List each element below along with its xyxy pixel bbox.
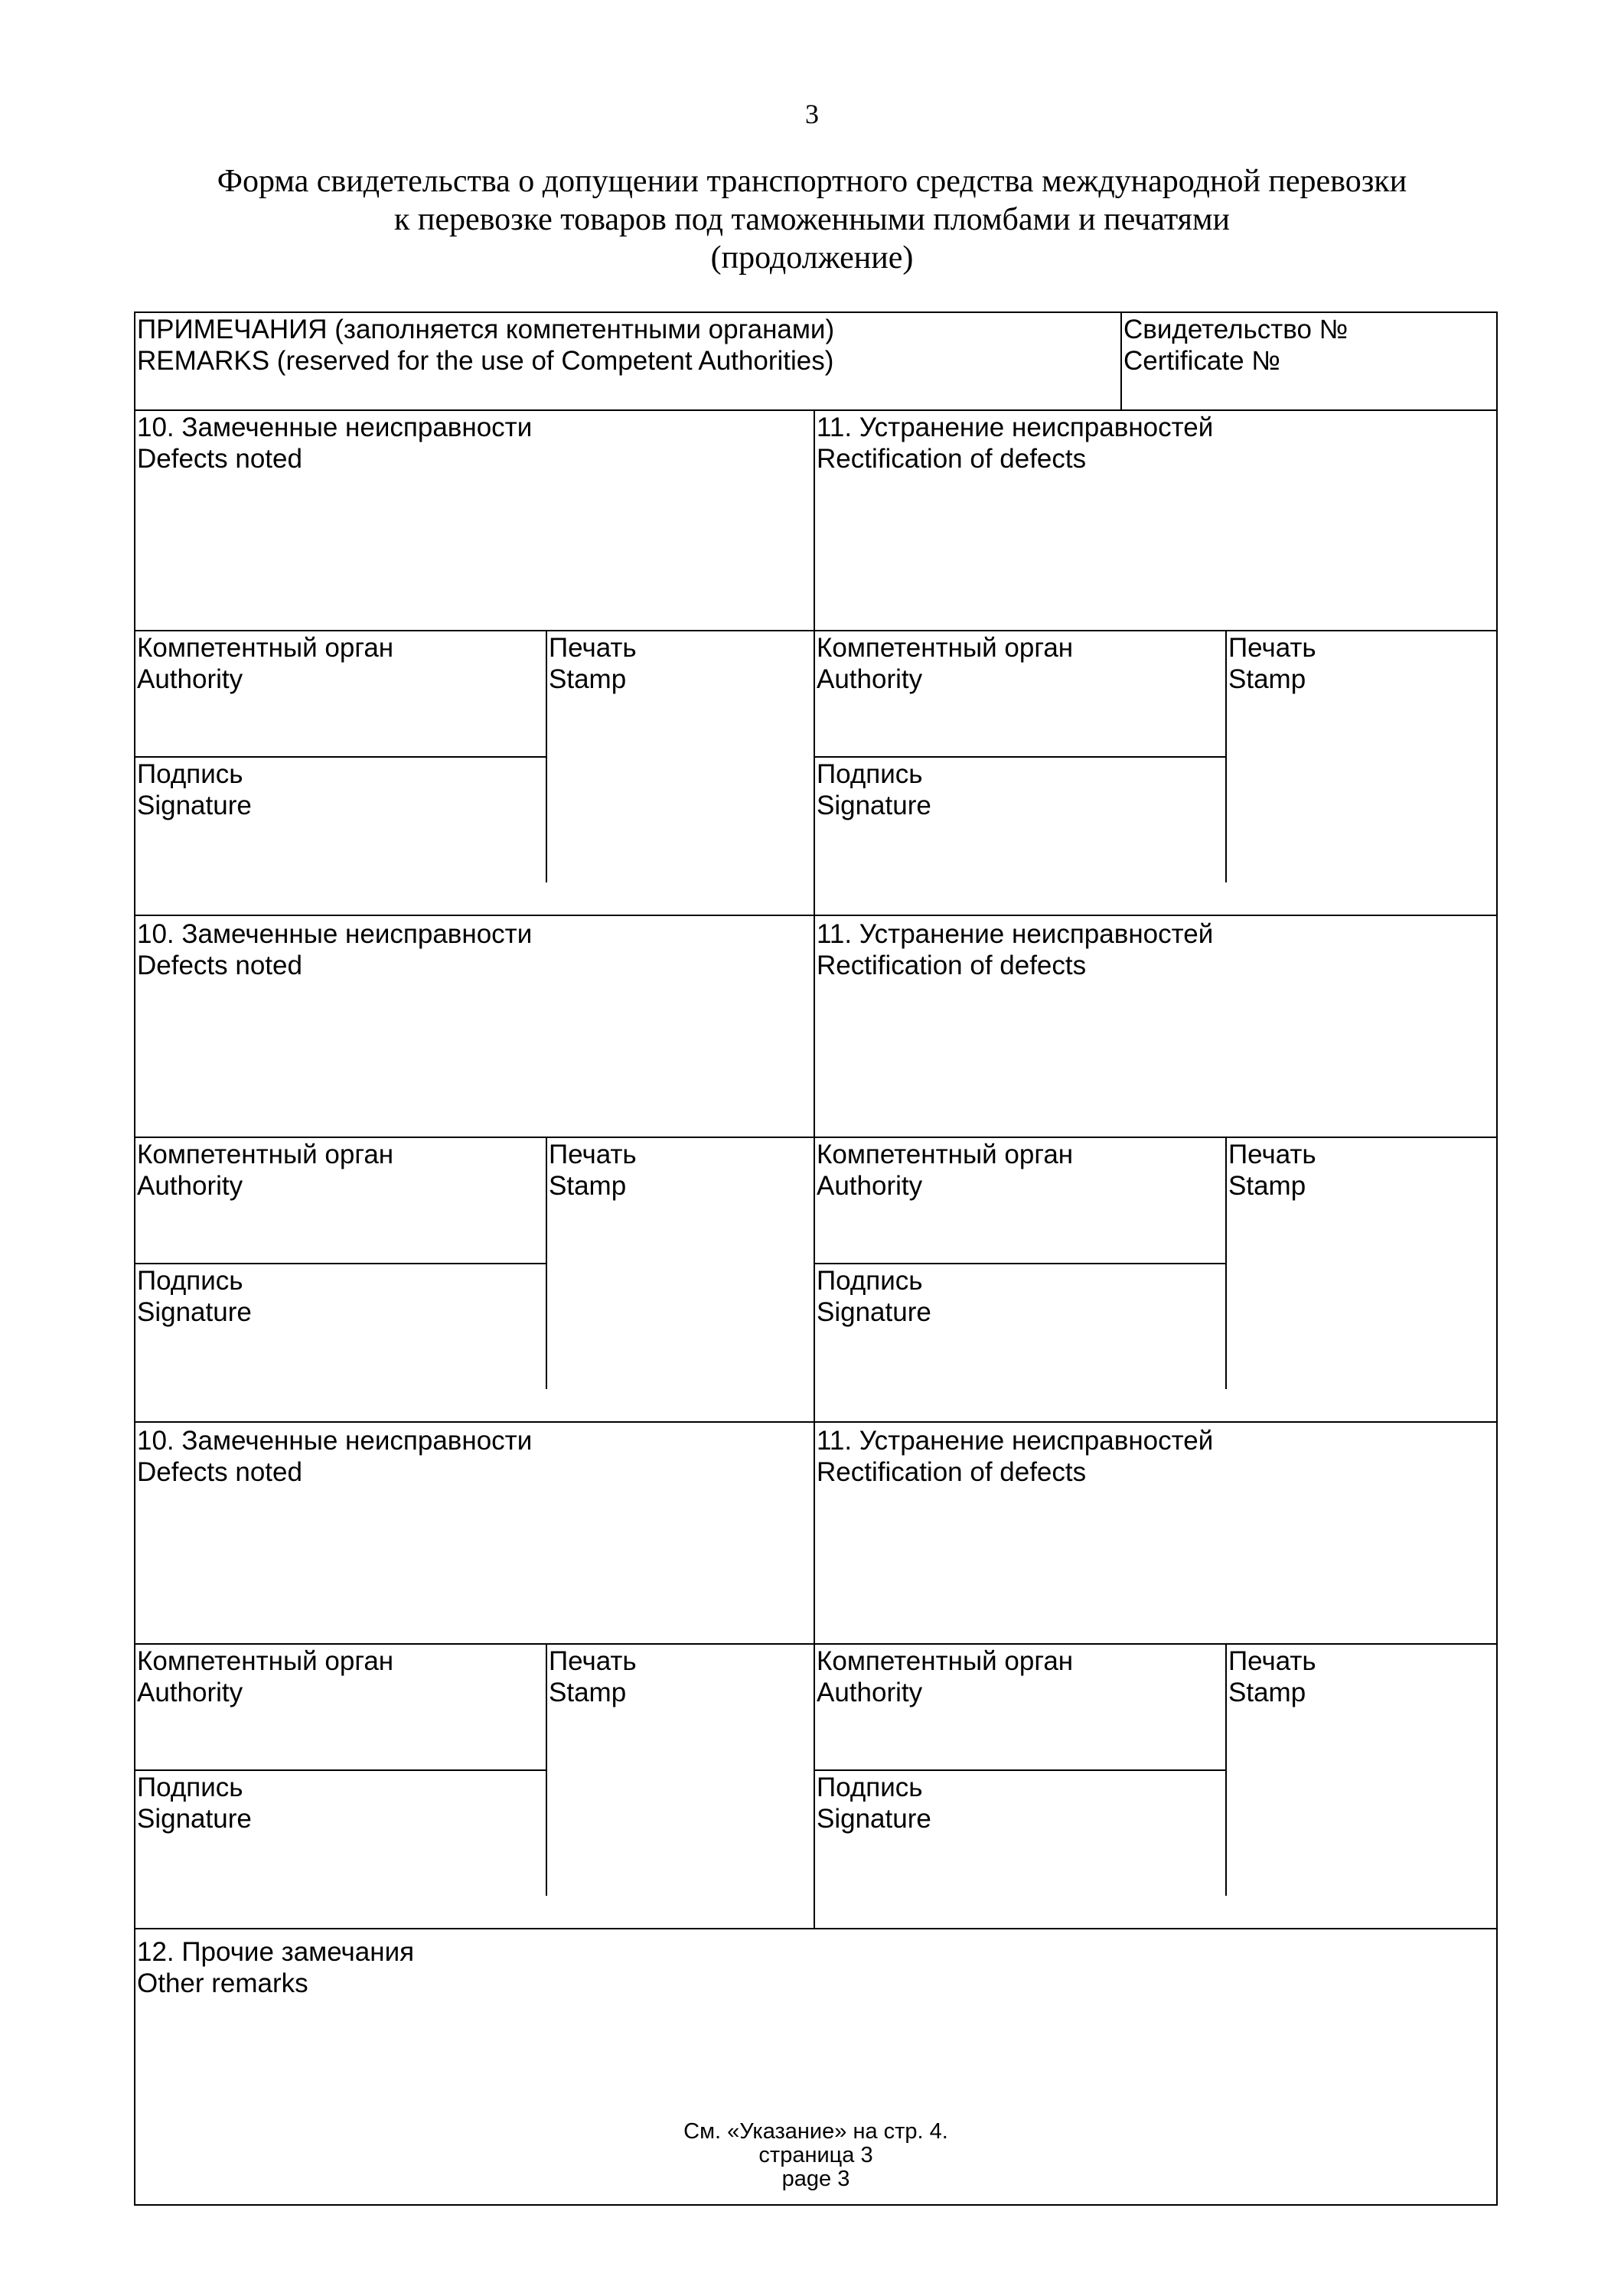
other-remarks-ru: 12. Прочие замечания	[137, 1937, 415, 1967]
block-bottom	[134, 1928, 1498, 1929]
block-bottom	[134, 1421, 1498, 1423]
right-stamp-en: Stamp	[1228, 1678, 1306, 1707]
left-authority-en: Authority	[137, 1678, 243, 1707]
defects-label-en: Defects noted	[137, 444, 302, 474]
left-signature-ru: Подпись	[137, 1266, 243, 1296]
block-defects-bottom	[134, 630, 1498, 631]
right-stamp-en: Stamp	[1228, 664, 1306, 694]
footer-page-ru: страница 3	[758, 2143, 873, 2167]
rectification-label-ru: 11. Устранение неисправностей	[817, 919, 1214, 949]
form-title-line-1: Форма свидетельства о допущении транспортного средства международной перевозки	[217, 164, 1407, 199]
remarks-en: REMARKS (reserved for the use of Competent Authorities)	[137, 346, 834, 376]
right-stamp-divider	[1225, 1643, 1227, 1896]
left-stamp-ru: Печать	[549, 1646, 637, 1676]
right-authority-ru: Компетентный орган	[817, 1140, 1074, 1169]
right-signature-divider	[814, 1263, 1225, 1264]
defects-label-en: Defects noted	[137, 951, 302, 980]
footer-note: См. «Указание» на стр. 4.	[683, 2119, 948, 2144]
right-authority-en: Authority	[817, 664, 923, 694]
left-stamp-divider	[546, 1643, 547, 1896]
left-authority-en: Authority	[137, 1171, 243, 1201]
right-stamp-ru: Печать	[1228, 1646, 1316, 1676]
block-middle-divider	[814, 1423, 815, 1929]
left-stamp-divider	[546, 630, 547, 882]
footer-page-en: page 3	[781, 2167, 850, 2191]
defects-label-ru: 10. Замеченные неисправности	[137, 413, 533, 442]
footer	[134, 2120, 1498, 2191]
right-signature-en: Signature	[817, 791, 931, 820]
right-signature-ru: Подпись	[817, 1266, 923, 1296]
right-authority-en: Authority	[817, 1678, 923, 1707]
left-signature-ru: Подпись	[137, 759, 243, 789]
left-authority-ru: Компетентный орган	[137, 1140, 394, 1169]
left-stamp-ru: Печать	[549, 1140, 637, 1169]
defects-label-en: Defects noted	[137, 1457, 302, 1487]
right-authority-en: Authority	[817, 1171, 923, 1201]
rectification-label-en: Rectification of defects	[817, 444, 1087, 474]
rectification-label-en: Rectification of defects	[817, 1457, 1087, 1487]
defects-label-ru: 10. Замеченные неисправности	[137, 919, 533, 949]
left-signature-divider	[134, 1769, 546, 1771]
right-signature-divider	[814, 756, 1225, 758]
remarks-ru: ПРИМЕЧАНИЯ (заполняется компетентными органами)	[137, 315, 835, 344]
right-stamp-en: Stamp	[1228, 1171, 1306, 1201]
right-authority-ru: Компетентный орган	[817, 1646, 1074, 1676]
page-number: 3	[805, 99, 819, 129]
rectification-label-en: Rectification of defects	[817, 951, 1087, 980]
certificate-divider	[1120, 311, 1122, 411]
left-stamp-en: Stamp	[549, 664, 627, 694]
block-defects-bottom	[134, 1643, 1498, 1645]
right-stamp-ru: Печать	[1228, 1140, 1316, 1169]
form-table	[134, 311, 1498, 2206]
certificate-ru: Свидетельство №	[1123, 315, 1348, 344]
left-authority-ru: Компетентный орган	[137, 633, 394, 663]
rectification-label-ru: 11. Устранение неисправностей	[817, 1426, 1214, 1456]
form-title-line-2: к перевозке товаров под таможенными пломбами и печатями	[393, 202, 1231, 237]
left-stamp-ru: Печать	[549, 633, 637, 663]
right-stamp-divider	[1225, 1137, 1227, 1389]
left-signature-ru: Подпись	[137, 1773, 243, 1802]
left-signature-en: Signature	[137, 1297, 252, 1327]
rectification-label-ru: 11. Устранение неисправностей	[817, 413, 1214, 442]
left-signature-en: Signature	[137, 1804, 252, 1834]
certificate-en: Certificate №	[1123, 346, 1280, 376]
other-remarks-en: Other remarks	[137, 1968, 308, 1998]
block-middle-divider	[814, 409, 815, 916]
left-stamp-en: Stamp	[549, 1678, 627, 1707]
left-authority-en: Authority	[137, 664, 243, 694]
right-signature-divider	[814, 1769, 1225, 1771]
form-title-line-3: (продолжение)	[710, 240, 914, 276]
block-defects-bottom	[134, 1137, 1498, 1138]
right-signature-ru: Подпись	[817, 759, 923, 789]
block-bottom	[134, 915, 1498, 916]
left-signature-divider	[134, 1263, 546, 1264]
right-stamp-divider	[1225, 630, 1227, 882]
form-title	[0, 162, 1624, 277]
right-authority-ru: Компетентный орган	[817, 633, 1074, 663]
right-stamp-ru: Печать	[1228, 633, 1316, 663]
defects-label-ru: 10. Замеченные неисправности	[137, 1426, 533, 1456]
left-signature-en: Signature	[137, 791, 252, 820]
right-signature-ru: Подпись	[817, 1773, 923, 1802]
left-signature-divider	[134, 756, 546, 758]
left-stamp-divider	[546, 1137, 547, 1389]
left-stamp-en: Stamp	[549, 1171, 627, 1201]
right-signature-en: Signature	[817, 1297, 931, 1327]
right-signature-en: Signature	[817, 1804, 931, 1834]
left-authority-ru: Компетентный орган	[137, 1646, 394, 1676]
header-row-divider	[134, 409, 1498, 411]
block-middle-divider	[814, 916, 815, 1423]
